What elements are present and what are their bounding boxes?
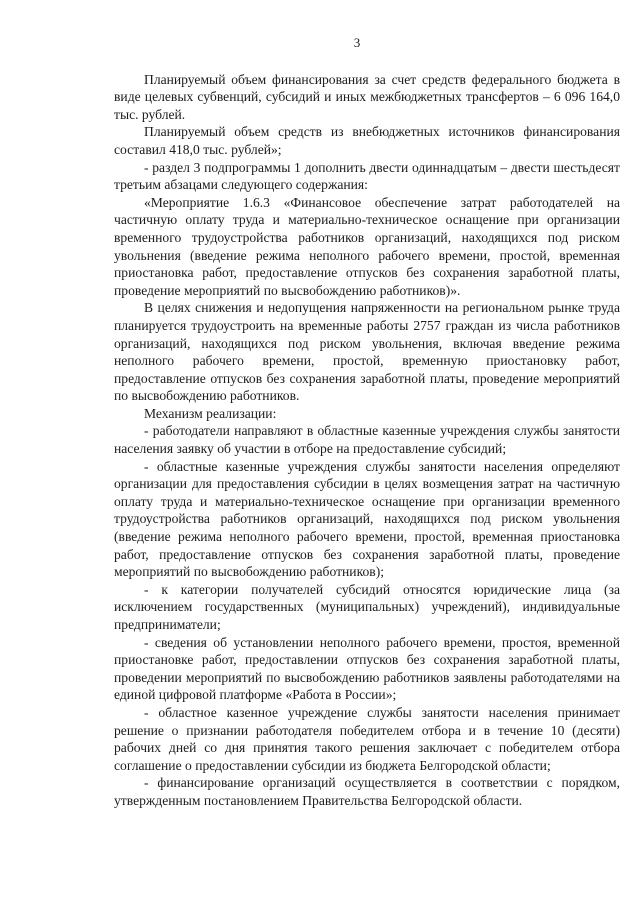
list-item-employer-application: - работодатели направляют в областные казенные учреждения службы занятости населения заявку об участии в отборе на предоставление субсидий; — [114, 423, 620, 457]
list-item-winner-decision: - областное казенное учреждение службы занятости населения принимает решение о признании работодателя победителем отбора и в течение 10 (десяти) рабочих дней со дня принятия такого решения заключает с победителем отбора соглашение о предоставлении субсидии из бюджета Белгородской области; — [114, 704, 620, 773]
list-item-organization-selection: - областные казенные учреждения службы занятости населения определяют организации для предоставления субсидии в целях возмещения затрат на частичную оплату труда и материально-техническое оснащение при организации временного трудоустройства работников организаций, находящихся под риском увольнения (введение режима неполного рабочего времени, простой, временная приостановка работ, предоставление отпусков без сохранения заработной платы, проведение мероприятий по высвобождению работников); — [114, 458, 620, 580]
paragraph-federal-funding: Планируемый объем финансирования за счет средств федерального бюджета в виде целевых субвенций, субсидий и иных межбюджетных трансфертов – 6 096 164,0 тыс. рублей. — [114, 71, 620, 122]
paragraph-mechanism-heading: Механизм реализации: — [144, 405, 277, 421]
list-item-financing-procedure: - финансирование организаций осуществляется в соответствии с порядком, утвержденным постановлением Правительства Белгородской области. — [114, 775, 620, 808]
list-item-platform-data: - сведения об установлении неполного рабочего времени, простоя, временной приостановке работ, предоставлении отпусков без сохранения заработной платы, проведении мероприятий по высвобождению работников заявлены работодателями на единой цифровой платформе «Работа в России»; — [114, 634, 620, 703]
paragraph-section-amendment: - раздел 3 подпрограммы 1 дополнить двести одиннадцатым – двести шестьдесят третьим абзацами следующего содержания: — [114, 159, 620, 193]
paragraph-extrabudgetary-funding: Планируемый объем средств из внебюджетных источников финансирования составил 418,0 тыс. рублей»; — [114, 124, 620, 157]
paragraph-measure-title: «Мероприятие 1.6.3 «Финансовое обеспечение затрат работодателей на частичную оплату труда и материально-техническое оснащение при организации временного трудоустройства работников организаций, находящихся под риском увольнения (введение режима неполного рабочего времени, простой, временная приостановка работ, предоставление отпусков без сохранения заработной платы, проведение мероприятий по высвобождению работников)». — [114, 194, 620, 298]
paragraph-employment-goal: В целях снижения и недопущения напряженности на региональном рынке труда планируется трудоустроить на временные работы 2757 граждан из числа работников организаций, находящихся под риском увольнения, включая введение режима неполного рабочего времени, простой, временную приостановку работ, предоставление отпусков без сохранения заработной платы, проведение мероприятий по высвобождению работников. — [114, 300, 620, 404]
list-item-recipient-category: - к категории получателей субсидий относятся юридические лица (за исключением государственных (муниципальных) учреждений), индивидуальные предприниматели; — [114, 581, 620, 632]
page-number: 3 — [353, 35, 361, 50]
